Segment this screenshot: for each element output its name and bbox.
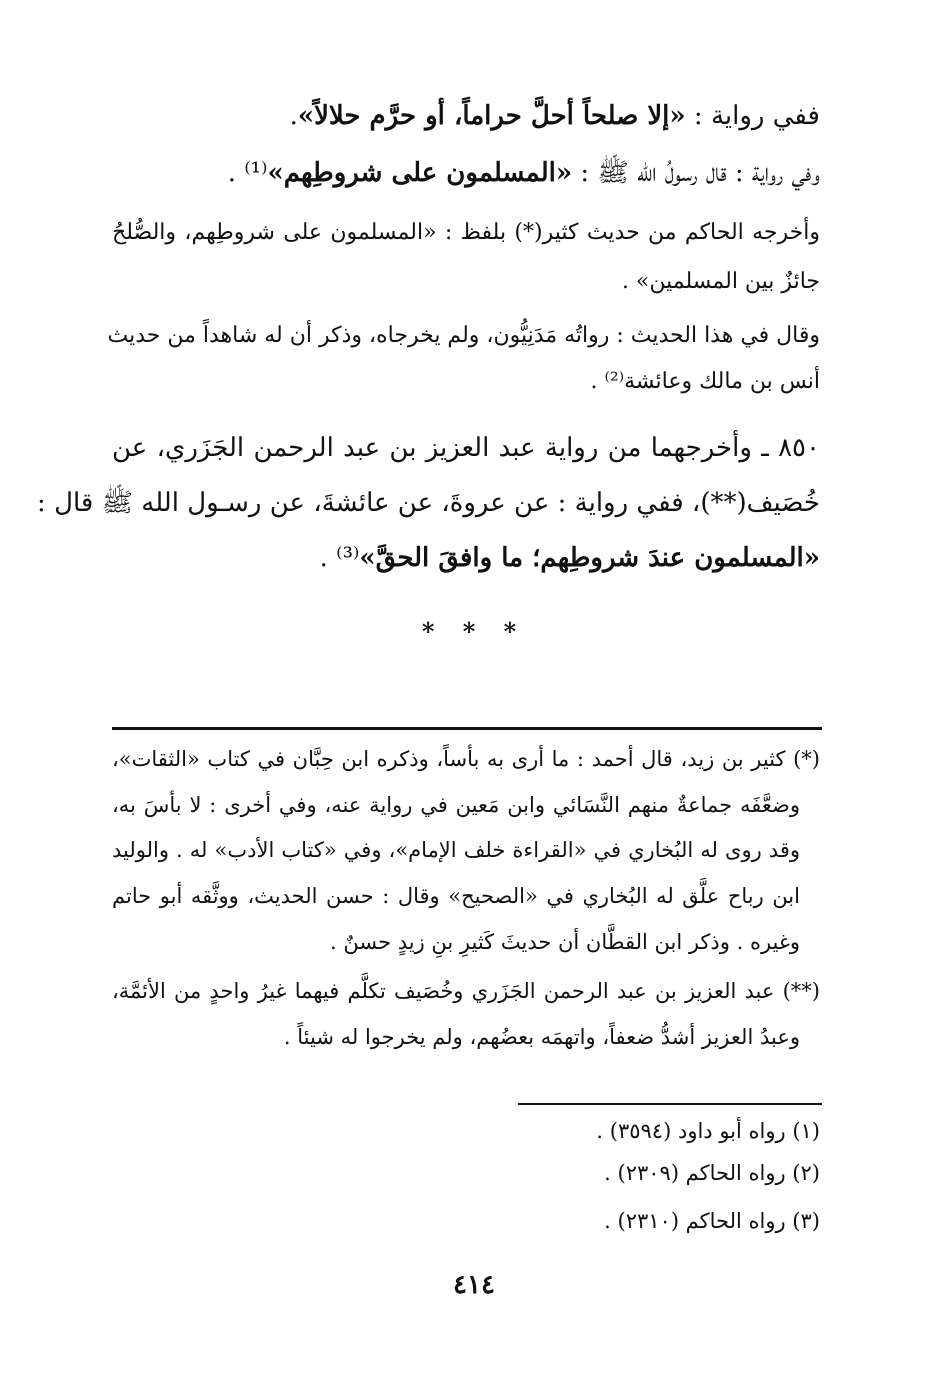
main-line-3: وأخرجه الحاكم من حديث كثير(*) بلفظ : «المسلمون على شروطِهم، والصُّلحُ: [112, 220, 820, 245]
footnote-ref-3: ⁽³⁾ .: [319, 543, 360, 573]
main-line-4: جائزٌ بين المسلمين» .: [621, 269, 820, 294]
riwaya-intro: ففي رواية :: [685, 101, 820, 131]
page-number: ٤١٤: [453, 1270, 495, 1300]
hadith-quote-1: «إلا صلحاً أحلَّ حراماً، أو حرَّم حلالاً»: [297, 101, 686, 131]
note-line-6: (**) عبد العزيز بن عبد الرحمن الجَزَري وخُصَيف تكلَّم فيهما غيرُ واحدٍ من الأئمَّة،: [112, 979, 820, 1003]
footnote-ref-1: ⁽¹⁾ .: [227, 158, 268, 188]
footnote-1: (١) رواه أبو داود (٣٥٩٤) .: [596, 1119, 820, 1143]
footnote-2: (٢) رواه الحاكم (٢٣٠٩) .: [604, 1161, 820, 1185]
note-line-1: (*) كثير بن زيد، قال أحمد : ما أرى به بأساً، وذكره ابن حِبَّان في كتاب «الثقات»،: [112, 747, 820, 771]
hadith-quote-3: «المسلمون عندَ شروطِهم؛ ما وافقَ الحقَّ»: [359, 543, 820, 573]
main-line-1: [290, 103, 820, 129]
riwaya-intro: وفي رواية : قال رسولُ الله ﷺ :: [572, 158, 820, 188]
footnote-3: (٣) رواه الحاكم (٢٣١٠) .: [604, 1209, 820, 1233]
note-line-2: وضعَّفَه جماعةٌ منهم النَّسَائي وابن مَعين في رواية عنه، وفي أخرى : لا بأسَ به،: [112, 793, 800, 817]
main-line-2: [228, 160, 820, 186]
note-line-7: وعبدُ العزيز أشدُّ ضعفاً، واتهمَه بعضُهم، ولم يخرجوا له شيئاً .: [283, 1025, 800, 1049]
line-end: .: [289, 101, 298, 131]
note-line-5: وغيره . وذكر ابن القطَّان أن حديثَ كَثيرِ بنِ زيدٍ حسنٌ .: [330, 930, 800, 954]
main-line-5: وقال في هذا الحديث : رواتُه مَدَنِيُّون، ولم يخرجاه، وذكر أن له شاهداً من حديث: [107, 323, 820, 348]
note-line-3: وقد روى له البُخاري في «القراءة خلف الإمام»، وفي «كتاب الأدب» له . والوليد: [112, 838, 800, 862]
hadith-850-line-3: [320, 545, 820, 571]
hadith-850-line-1: ٨٥٠ ـ وأخرجهما من رواية عبد العزيز بن عبد الرحمن الجَزَري، عن: [112, 433, 820, 463]
footnotes-divider: [518, 1103, 822, 1105]
main-line-6: أنس بن مالك وعائشة⁽²⁾ .: [590, 369, 820, 394]
section-separator-stars: * * *: [421, 617, 527, 646]
notes-divider: [112, 727, 822, 730]
hadith-850-line-2: خُصَيف(**)، ففي رواية : عن عروةَ، عن عائشةَ، عن رسـول الله ﷺ قال :: [37, 488, 820, 518]
hadith-quote-2: «المسلمون على شروطِهم»: [267, 158, 573, 188]
note-line-4: ابن رباح علَّق له البُخاري في «الصحيح» وقال : حسن الحديث، ووثَّقه أبو حاتم: [112, 884, 800, 908]
